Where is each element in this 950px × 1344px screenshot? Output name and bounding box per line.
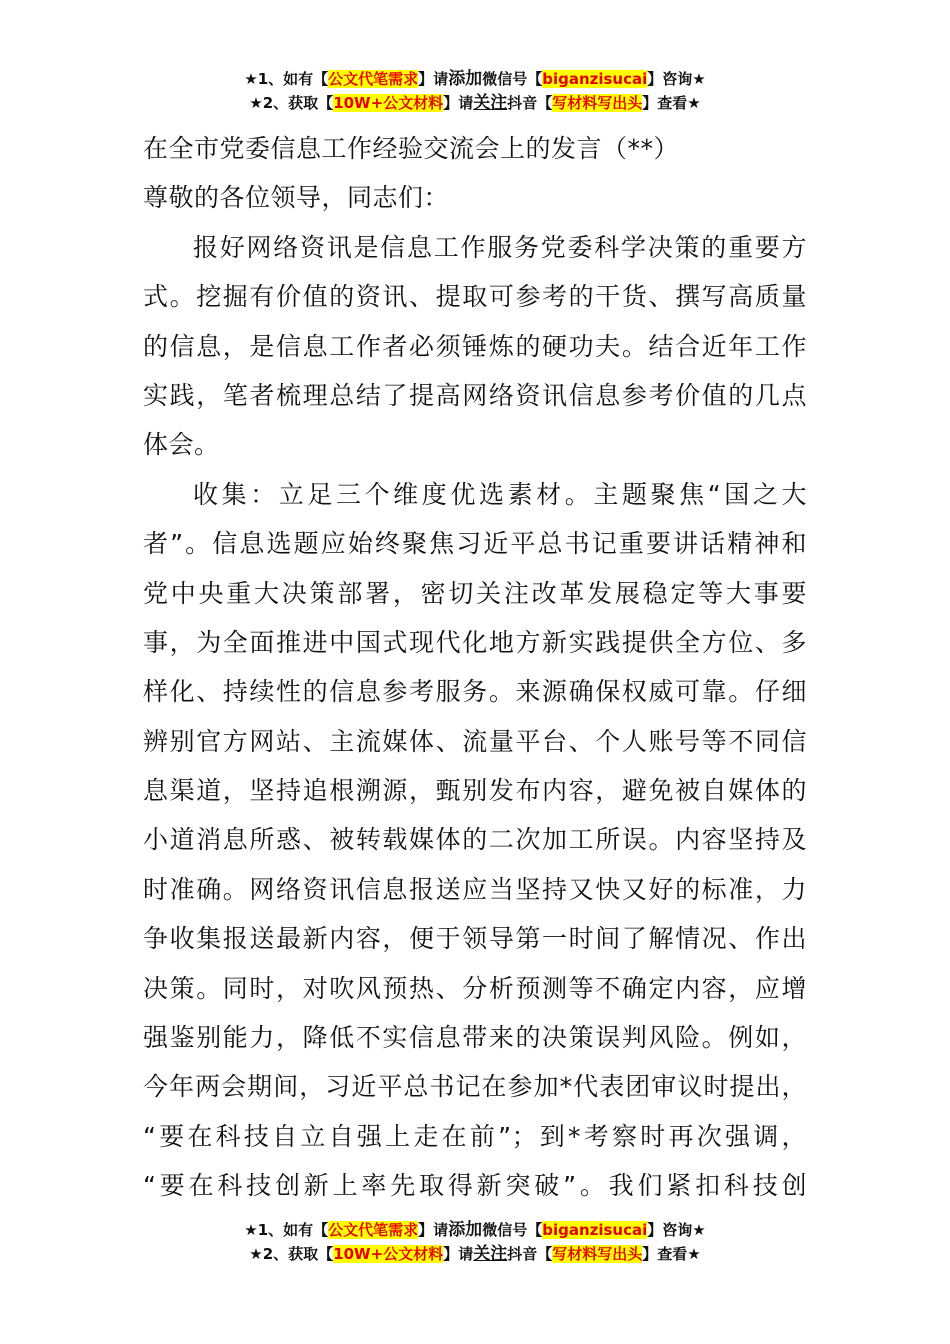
promo-wechat-id: biganzisucai [542, 1221, 648, 1239]
promo-text: 】查看★ [642, 94, 701, 112]
salutation: 尊敬的各位领导，同志们： [143, 183, 450, 213]
promo-line-1 [0, 67, 950, 91]
paragraph-line: 争收集报送最新内容，便于领导第一时间了解情况、作出 [143, 924, 807, 954]
promo-highlight: 10W+公文材料 [333, 1245, 444, 1263]
promo-text: 】查看★ [642, 1245, 701, 1263]
promo-highlight: 10W+公文材料 [333, 94, 444, 112]
paragraph-line: 党中央重大决策部署，密切关注改革发展稳定等大事要 [143, 578, 807, 608]
paragraph-line: 收集：立足三个维度优选素材。主题聚焦“国之大 [193, 479, 807, 509]
paragraph-line: 报好网络资讯是信息工作服务党委科学决策的重要方 [193, 232, 807, 262]
promo-text: 微信号【 [482, 1221, 543, 1239]
promo-wechat-id: biganzisucai [542, 70, 648, 88]
promo-douyin-id: 写材料写出头 [552, 94, 643, 112]
paragraph-line: “要在科技自立自强上走在前”；到*考察时再次强调， [143, 1121, 807, 1151]
promo-douyin-id: 写材料写出头 [552, 1245, 643, 1263]
promo-emphasis: 添加 [448, 1220, 483, 1240]
promo-emphasis: 关注 [473, 93, 508, 113]
paragraph-line: 辨别官方网站、主流媒体、流量平台、个人账号等不同信 [143, 726, 807, 756]
promo-text: ★2、获取【 [249, 1245, 334, 1263]
document-title: 在全市党委信息工作经验交流会上的发言（**） [143, 134, 680, 163]
paragraph-line: 样化、持续性的信息参考服务。来源确保权威可靠。仔细 [143, 677, 807, 707]
promo-text: ★1、如有【 [244, 1221, 329, 1239]
paragraph-line: 小道消息所惑、被转载媒体的二次加工所误。内容坚持及 [143, 825, 807, 855]
promo-line-1 [0, 1218, 950, 1242]
paragraph-line: 强鉴别能力，降低不实信息带来的决策误判风险。例如， [143, 1023, 807, 1053]
promo-text: ★1、如有【 [244, 70, 329, 88]
paragraph-line: “要在科技创新上率先取得新突破”。我们紧扣科技创 [143, 1171, 807, 1201]
promo-text: 微信号【 [482, 70, 543, 88]
promo-highlight: 公文代笔需求 [328, 70, 419, 88]
promo-highlight: 公文代笔需求 [328, 1221, 419, 1239]
paragraph-line: 决策。同时，对吹风预热、分析预测等不确定内容，应增 [143, 973, 807, 1003]
promo-emphasis: 添加 [448, 69, 483, 89]
paragraph-line: 事，为全面推进中国式现代化地方新实践提供全方位、多 [143, 627, 807, 657]
promo-text: 】请 [418, 1221, 449, 1239]
promo-text: 】咨询★ [647, 1221, 706, 1239]
promo-text: 】咨询★ [647, 70, 706, 88]
paragraph-line: 者”。信息选题应始终聚焦习近平总书记重要讲话精神和 [143, 529, 807, 559]
promo-text: 抖音【 [507, 1245, 553, 1263]
promo-emphasis: 关注 [473, 1244, 508, 1264]
promo-text: 抖音【 [507, 94, 553, 112]
promo-text: 】请 [443, 94, 474, 112]
paragraph-line: 今年两会期间，习近平总书记在参加*代表团审议时提出， [143, 1072, 807, 1102]
promo-text: 】请 [418, 70, 449, 88]
promo-line-2 [0, 1242, 950, 1266]
document-body [143, 124, 807, 1211]
paragraph-line: 的信息，是信息工作者必须锤炼的硬功夫。结合近年工作 [143, 331, 807, 361]
paragraph-line: 实践，笔者梳理总结了提高网络资讯信息参考价值的几点 [143, 380, 807, 410]
top-promo-banner [0, 67, 950, 115]
promo-text: 】请 [443, 1245, 474, 1263]
promo-text: ★2、获取【 [249, 94, 334, 112]
bottom-promo-banner [0, 1218, 950, 1266]
paragraph-line: 息渠道，坚持追根溯源，甄别发布内容，避免被自媒体的 [143, 776, 807, 806]
promo-line-2 [0, 91, 950, 115]
paragraph-line: 体会。 [143, 430, 220, 460]
paragraph-line: 式。挖掘有价值的资讯、提取可参考的干货、撰写高质量 [143, 282, 807, 312]
paragraph-line: 时准确。网络资讯信息报送应当坚持又快又好的标准，力 [143, 874, 807, 904]
